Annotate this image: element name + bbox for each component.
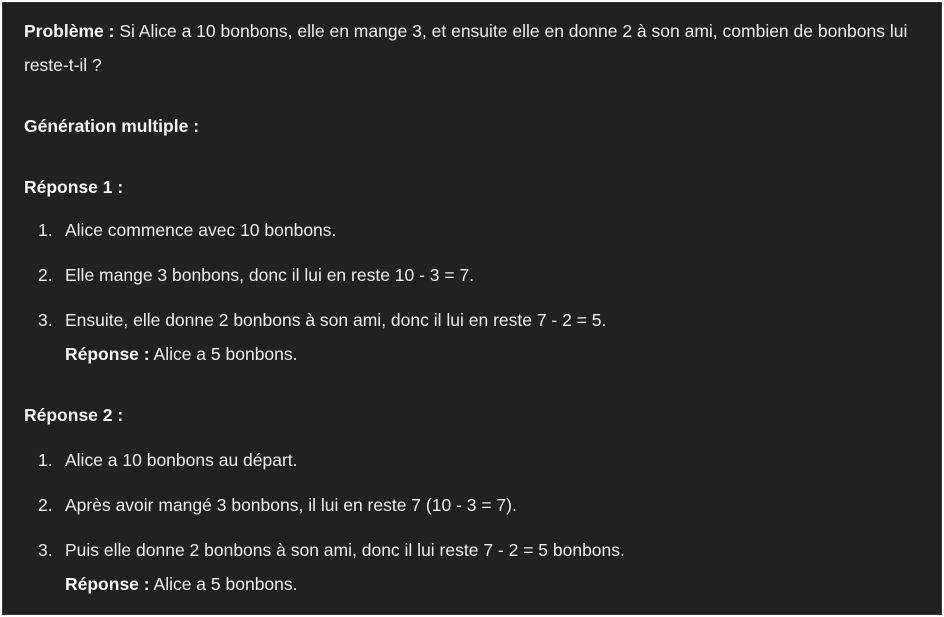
list-number: 3. <box>38 540 53 560</box>
problem-statement <box>24 14 919 82</box>
step-text: Ensuite, elle donne 2 bonbons à son ami, donc il lui en reste 7 - 2 = 5. <box>65 310 607 330</box>
list-item <box>24 303 606 371</box>
problem-label: Problème : <box>24 21 115 41</box>
answer-label: Réponse : <box>65 574 150 594</box>
generation-heading: Génération multiple : <box>24 116 200 136</box>
step-text: Alice a 10 bonbons au départ. <box>65 450 298 470</box>
list-item <box>24 533 625 601</box>
list-number: 3. <box>38 310 53 330</box>
answer-text: Alice a 5 bonbons. <box>153 574 298 594</box>
step-text: Alice commence avec 10 bonbons. <box>65 220 337 240</box>
list-number: 1. <box>38 220 53 240</box>
response-1-heading: Réponse 1 : <box>24 177 124 197</box>
list-number: 2. <box>38 495 53 515</box>
list-number: 2. <box>38 265 53 285</box>
list-item <box>24 488 625 522</box>
step-text: Elle mange 3 bonbons, donc il lui en reste 10 - 3 = 7. <box>65 265 475 285</box>
list-item <box>24 213 606 247</box>
message-panel <box>2 2 942 615</box>
list-item <box>24 443 625 477</box>
answer-text: Alice a 5 bonbons. <box>153 344 298 364</box>
list-number: 1. <box>38 450 53 470</box>
list-item <box>24 258 606 292</box>
answer-label: Réponse : <box>65 344 150 364</box>
step-text: Après avoir mangé 3 bonbons, il lui en reste 7 (10 - 3 = 7). <box>65 495 517 515</box>
problem-text: Si Alice a 10 bonbons, elle en mange 3, et ensuite elle en donne 2 à son ami, combien de bonbons lui reste-t-il ? <box>24 21 908 75</box>
response-2-heading: Réponse 2 : <box>24 405 124 425</box>
step-text: Puis elle donne 2 bonbons à son ami, donc il lui reste 7 - 2 = 5 bonbons. <box>65 540 625 560</box>
response-1-steps <box>24 213 606 382</box>
response-2-steps <box>24 443 625 612</box>
